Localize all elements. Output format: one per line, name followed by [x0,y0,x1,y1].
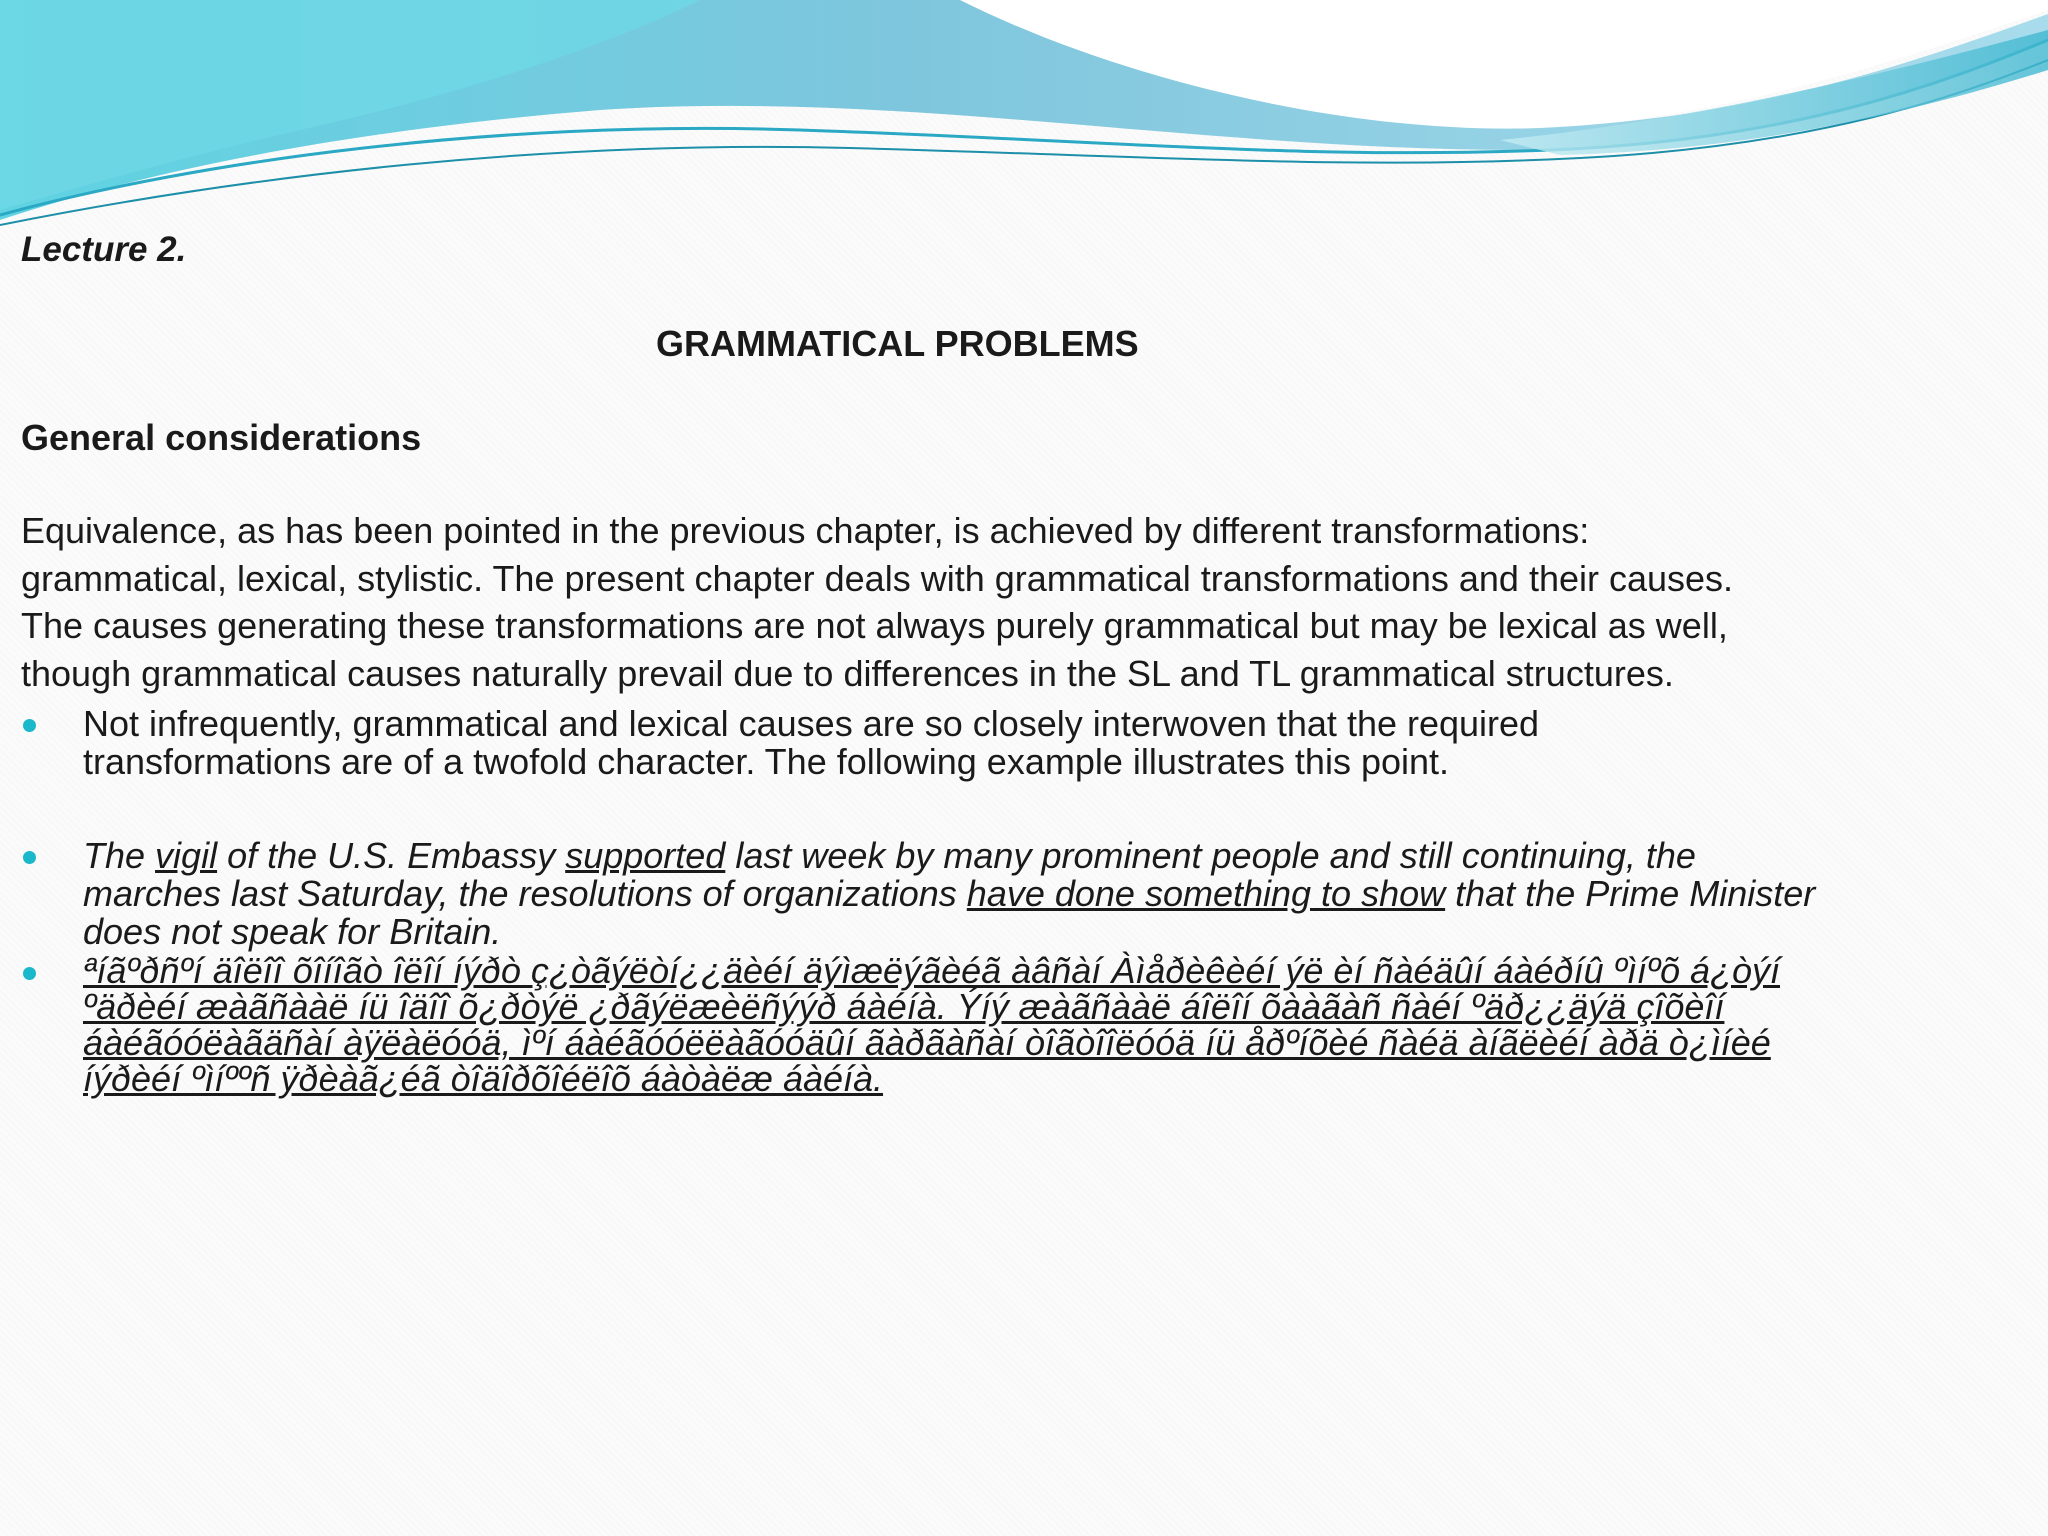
body-paragraph: Equivalence, as has been pointed in the previous chapter, is achieved by different transformations: grammatical, lexical, stylistic. The present chapter deals with grammatical transformations and their causes. The causes generating these transformations are not always purely grammatical but may be lexical as well, though grammatical causes naturally prevail due to differences in the SL and TL grammatical structures. [21,510,1734,694]
example-underlined-phrase: have done something to show [966,873,1446,914]
example-text-part: that the Prime Minister does not speak for Britain. [83,873,1816,952]
bullet-item [21,705,1783,781]
lecture-label: Lecture 2. [21,230,187,269]
example-underlined-word: vigil [155,835,218,876]
bullet-dot-icon [23,967,36,980]
slide-content [21,225,1821,1097]
example-underlined-word: supported [565,835,726,876]
example-text-part: of the U.S. Embassy [217,835,566,876]
example-bullet-item [21,837,1823,951]
bullet-dot-icon [23,719,36,732]
translation-bullet-item [21,950,1803,1099]
example-text-part: last week by many prominent people and still continuing, the marches last Saturday, the resolutions of organizations [83,835,1696,914]
example-text-part: The [83,835,156,876]
bullet-dot-icon [23,851,36,864]
bullet-text: Not infrequently, grammatical and lexical causes are so closely interwoven that the required transformations are of a twofold character. The following example illustrates this point. [83,703,1540,782]
translation-text: ªíãºðñºí äîëîî õîíîãò îëîí íýðò ç¿òãýëòí¿¿äèéí äýìæëýãèéã àâñàí Àìåðèêèéí ýë èí ñàéäûí áàéðíû ºìíºõ á¿òýí ºäðèéí æàãñààë íü îäîî õ¿ðòýë ¿ðãýëæèëñýýð áàéíà. Ýíý æàãñààë áîëîí õààãàñ ñàéí ºäð¿¿äýä çîõèîí áàéãóóëàãäñàí àÿëàëóóä, ìºí áàéãóóëëàãóóäûí ãàðãàñàí òîãòîîëóóä íü åðºíõèé ñàéä àíãëèéí àðä ò¿ìíèé íýðèéí ºìíººñ ÿðèàã¿éã òîäîðõîéëîõ áàòàëæ áàéíà. [83,950,1781,1099]
bullet-list [21,705,1821,1097]
slide-title: GRAMMATICAL PROBLEMS [656,323,1139,364]
section-heading: General considerations [21,417,422,458]
decorative-wave-header [0,0,2048,240]
